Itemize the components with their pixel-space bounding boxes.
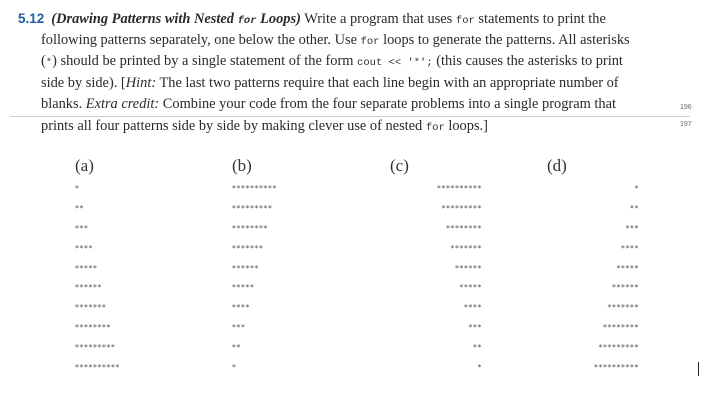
pattern-row: ***** <box>616 263 639 273</box>
pattern-d <box>534 156 639 378</box>
pattern-row: ****** <box>75 283 102 293</box>
pattern-a <box>75 156 195 378</box>
pattern-row: **** <box>232 303 250 313</box>
pattern-row: * <box>75 184 80 193</box>
problem-text <box>18 8 673 137</box>
line-text: blanks. <box>41 96 86 112</box>
line-number-196: 196 <box>680 104 692 111</box>
pattern-row: ******** <box>232 223 268 233</box>
pattern-row: ****** <box>612 283 639 293</box>
pattern-row: *** <box>232 323 246 333</box>
extra-credit-label: Extra credit: <box>85 96 160 112</box>
pattern-row: ********** <box>232 184 277 193</box>
problem-line-3 <box>18 51 673 73</box>
pattern-row: ****** <box>455 263 482 273</box>
pattern-row: ********** <box>75 363 120 373</box>
line-text: following patterns separately, one below the other. Use <box>41 31 361 48</box>
problem-number: 5.12 <box>18 11 45 26</box>
pattern-row: * <box>634 184 639 193</box>
pattern-row: ** <box>232 343 241 353</box>
pattern-c-label: (c) <box>390 156 409 175</box>
pattern-c <box>376 156 482 378</box>
line-text: side by side). [ <box>41 74 126 91</box>
line-divider <box>10 116 690 117</box>
pattern-row: **** <box>464 303 482 313</box>
line-text: prints all four patterns side by side by making clever use of nested <box>41 117 426 134</box>
line-text: statements to print the <box>474 11 606 27</box>
line-text: loops to generate the patterns. All asterisks <box>379 31 630 48</box>
line-text: (this causes the asterisks to print <box>432 53 623 69</box>
pattern-b-label: (b) <box>232 156 252 175</box>
line-text: ( <box>41 53 46 69</box>
pattern-row: ** <box>75 203 84 213</box>
line-text: ) should be printed by a single statement of the form <box>52 53 358 69</box>
problem-line-6 <box>18 116 673 138</box>
pattern-row: **** <box>75 243 93 253</box>
pattern-row: ******* <box>450 243 482 253</box>
pattern-c-rows <box>376 179 482 378</box>
title-text-end: Loops) <box>256 11 301 27</box>
pattern-row: ********** <box>437 184 482 193</box>
inline-code: for <box>425 121 445 134</box>
pattern-row: ********* <box>75 343 116 353</box>
pattern-a-rows <box>75 179 195 378</box>
pattern-row: ********* <box>598 343 639 353</box>
problem-line-4 <box>18 73 673 95</box>
pattern-row: ******* <box>232 243 264 253</box>
text-cursor <box>698 362 699 376</box>
hint-label: Hint: <box>125 74 157 91</box>
pattern-b-rows <box>232 179 352 378</box>
pattern-row: ***** <box>232 283 255 293</box>
pattern-row: ********** <box>594 363 639 373</box>
pattern-d-label: (d) <box>547 156 567 175</box>
pattern-row: ***** <box>75 263 98 273</box>
line-text: Write a program that uses <box>300 11 456 27</box>
pattern-row: ****** <box>232 263 259 273</box>
problem-line-2 <box>18 30 673 52</box>
inline-code: for <box>360 35 380 48</box>
line-text: Combine your code from the four separate problems into a single program that <box>159 96 616 112</box>
pattern-row: * <box>477 363 482 373</box>
title-text: (Drawing Patterns with Nested <box>51 11 238 27</box>
inline-code: * <box>45 57 53 69</box>
pattern-row: ********* <box>441 203 482 213</box>
pattern-row: ******** <box>75 323 111 333</box>
title-code: for <box>237 15 257 27</box>
pattern-row: ** <box>630 203 639 213</box>
pattern-row: **** <box>621 243 639 253</box>
line-text: The last two patterns require that each line begin with an appropriate number of <box>156 74 619 91</box>
problem-line-1 <box>18 8 673 30</box>
problem-line-5 <box>18 94 673 116</box>
pattern-row: ********* <box>232 203 273 213</box>
pattern-b <box>232 156 352 378</box>
line-text: loops.] <box>444 117 488 134</box>
problem-title <box>51 11 301 27</box>
pattern-row: ***** <box>459 283 482 293</box>
pattern-row: *** <box>75 223 89 233</box>
pattern-row: ******** <box>446 223 482 233</box>
line-number-197: 197 <box>680 121 692 128</box>
pattern-d-rows <box>534 179 639 378</box>
pattern-a-label: (a) <box>75 156 94 175</box>
pattern-row: *** <box>468 323 482 333</box>
pattern-row: *** <box>625 223 639 233</box>
pattern-row: ** <box>473 343 482 353</box>
pattern-row: ******* <box>75 303 107 313</box>
pattern-row: ******* <box>607 303 639 313</box>
pattern-row: * <box>232 363 237 373</box>
inline-code: for <box>455 15 475 27</box>
inline-code: cout << '*'; <box>357 57 433 69</box>
pattern-row: ******** <box>603 323 639 333</box>
